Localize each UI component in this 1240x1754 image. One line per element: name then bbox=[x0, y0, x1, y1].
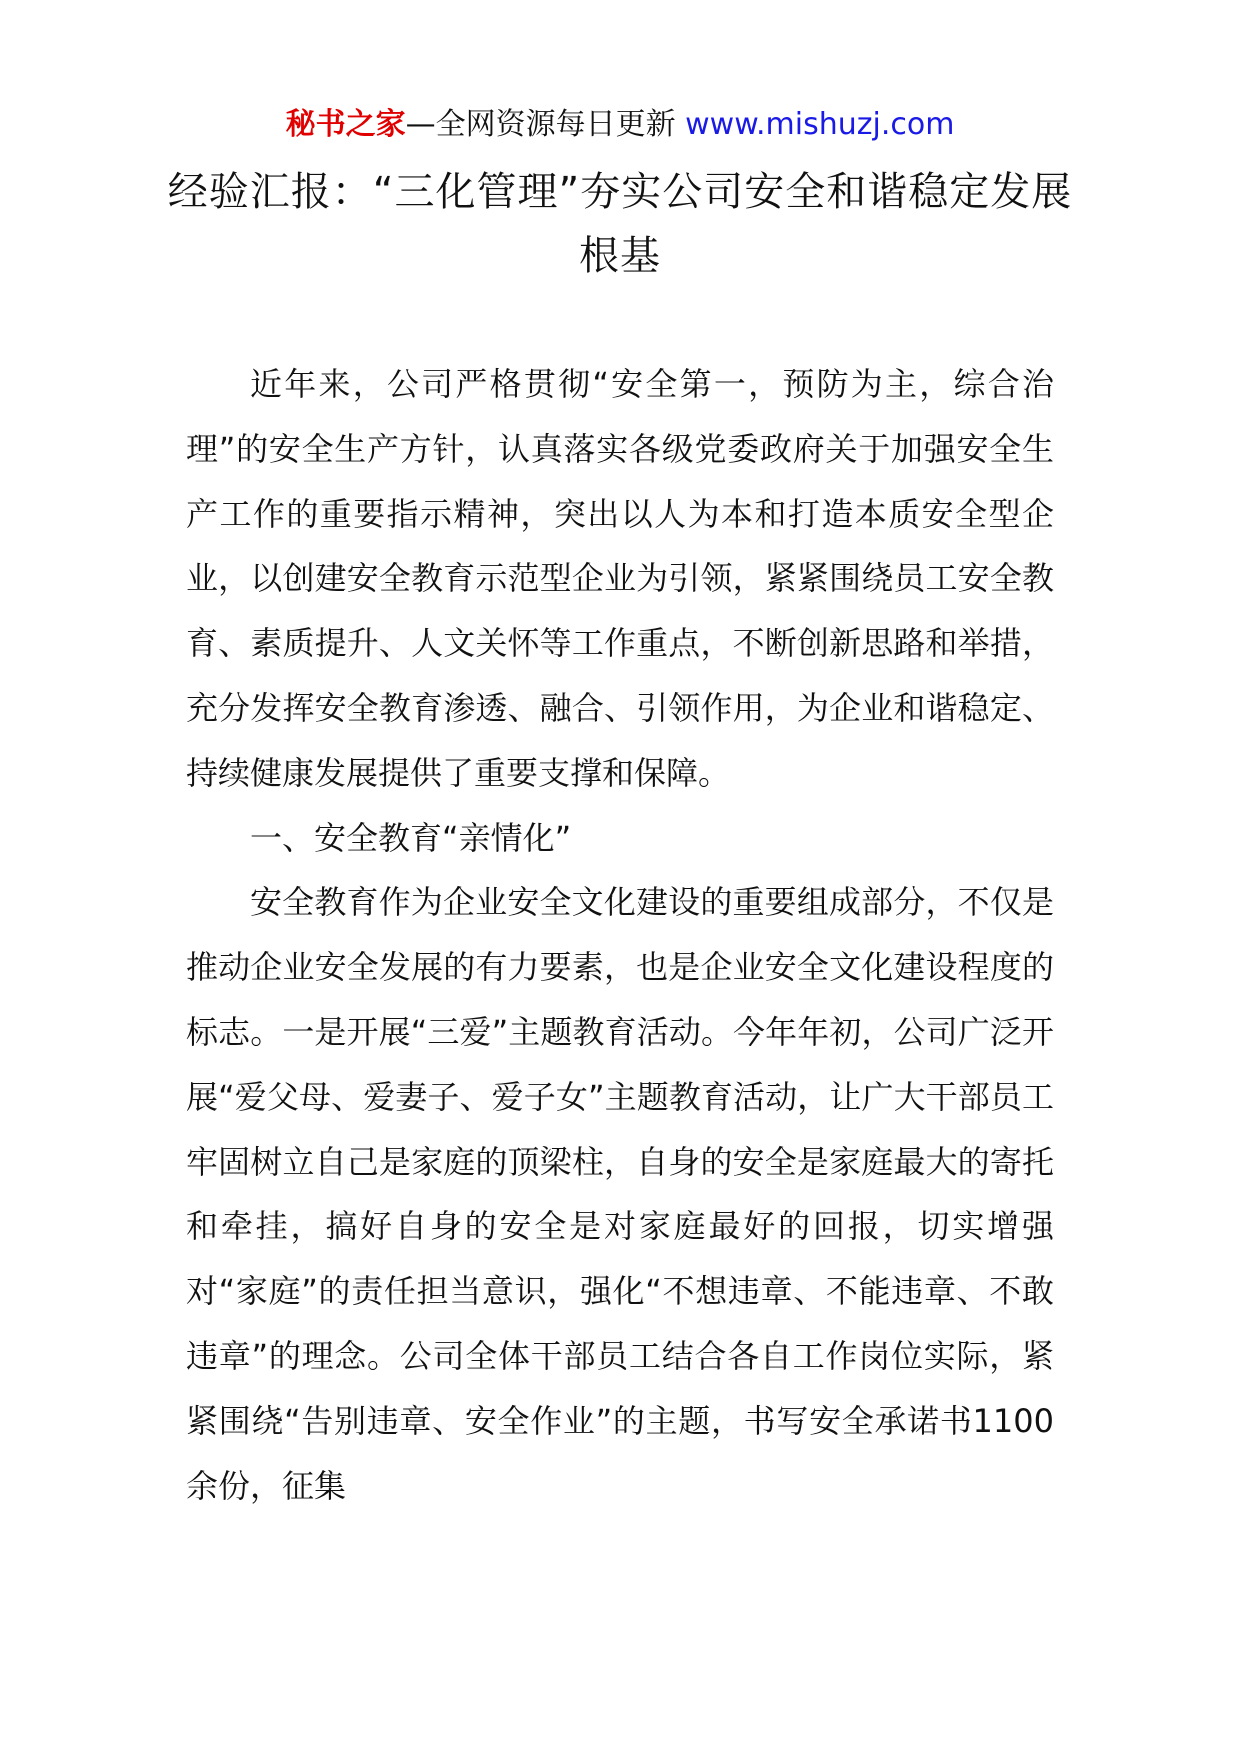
site-header bbox=[0, 100, 1240, 150]
header-tagline: —全网资源每日更新 bbox=[405, 107, 686, 142]
section-paragraph: 安全教育作为企业安全文化建设的重要组成部分，不仅是推动企业安全发展的有力要素，也是企业安全文化建设程度的标志。一是开展“三爱”主题教育活动。今年年初，公司广泛开展“爱父母、爱妻子、爱子女”主题教育活动，让广大干部员工牢固树立自己是家庭的顶梁柱，自身的安全是家庭最大的寄托和牵挂，搞好自身的安全是对家庭最好的回报，切实增强对“家庭”的责任担当意识，强化“不想违章、不能违章、不敢违章”的理念。公司全体干部员工结合各自工作岗位实际，紧紧围绕“告别违章、安全作业”的主题，书写安全承诺书1100余份，征集 bbox=[186, 883, 1054, 1505]
section-heading: 一、安全教育“亲情化” bbox=[250, 818, 572, 857]
document-title: 经验汇报：“三化管理”夯实公司安全和谐稳定发展根基 bbox=[167, 169, 1073, 279]
document-body bbox=[186, 352, 1054, 1518]
site-url-link[interactable]: www.mishuzj.com bbox=[685, 107, 955, 142]
brand-name: 秘书之家 bbox=[285, 107, 406, 142]
intro-paragraph: 近年来，公司严格贯彻“安全第一，预防为主，综合治理”的安全生产方针，认真落实各级党委政府关于加强安全生产工作的重要指示精神，突出以人为本和打造本质安全型企业，以创建安全教育示范型企业为引领，紧紧围绕员工安全教育、素质提升、人文关怀等工作重点，不断创新思路和举措，充分发挥安全教育渗透、融合、引领作用，为企业和谐稳定、持续健康发展提供了重要支撑和保障。 bbox=[186, 365, 1054, 792]
